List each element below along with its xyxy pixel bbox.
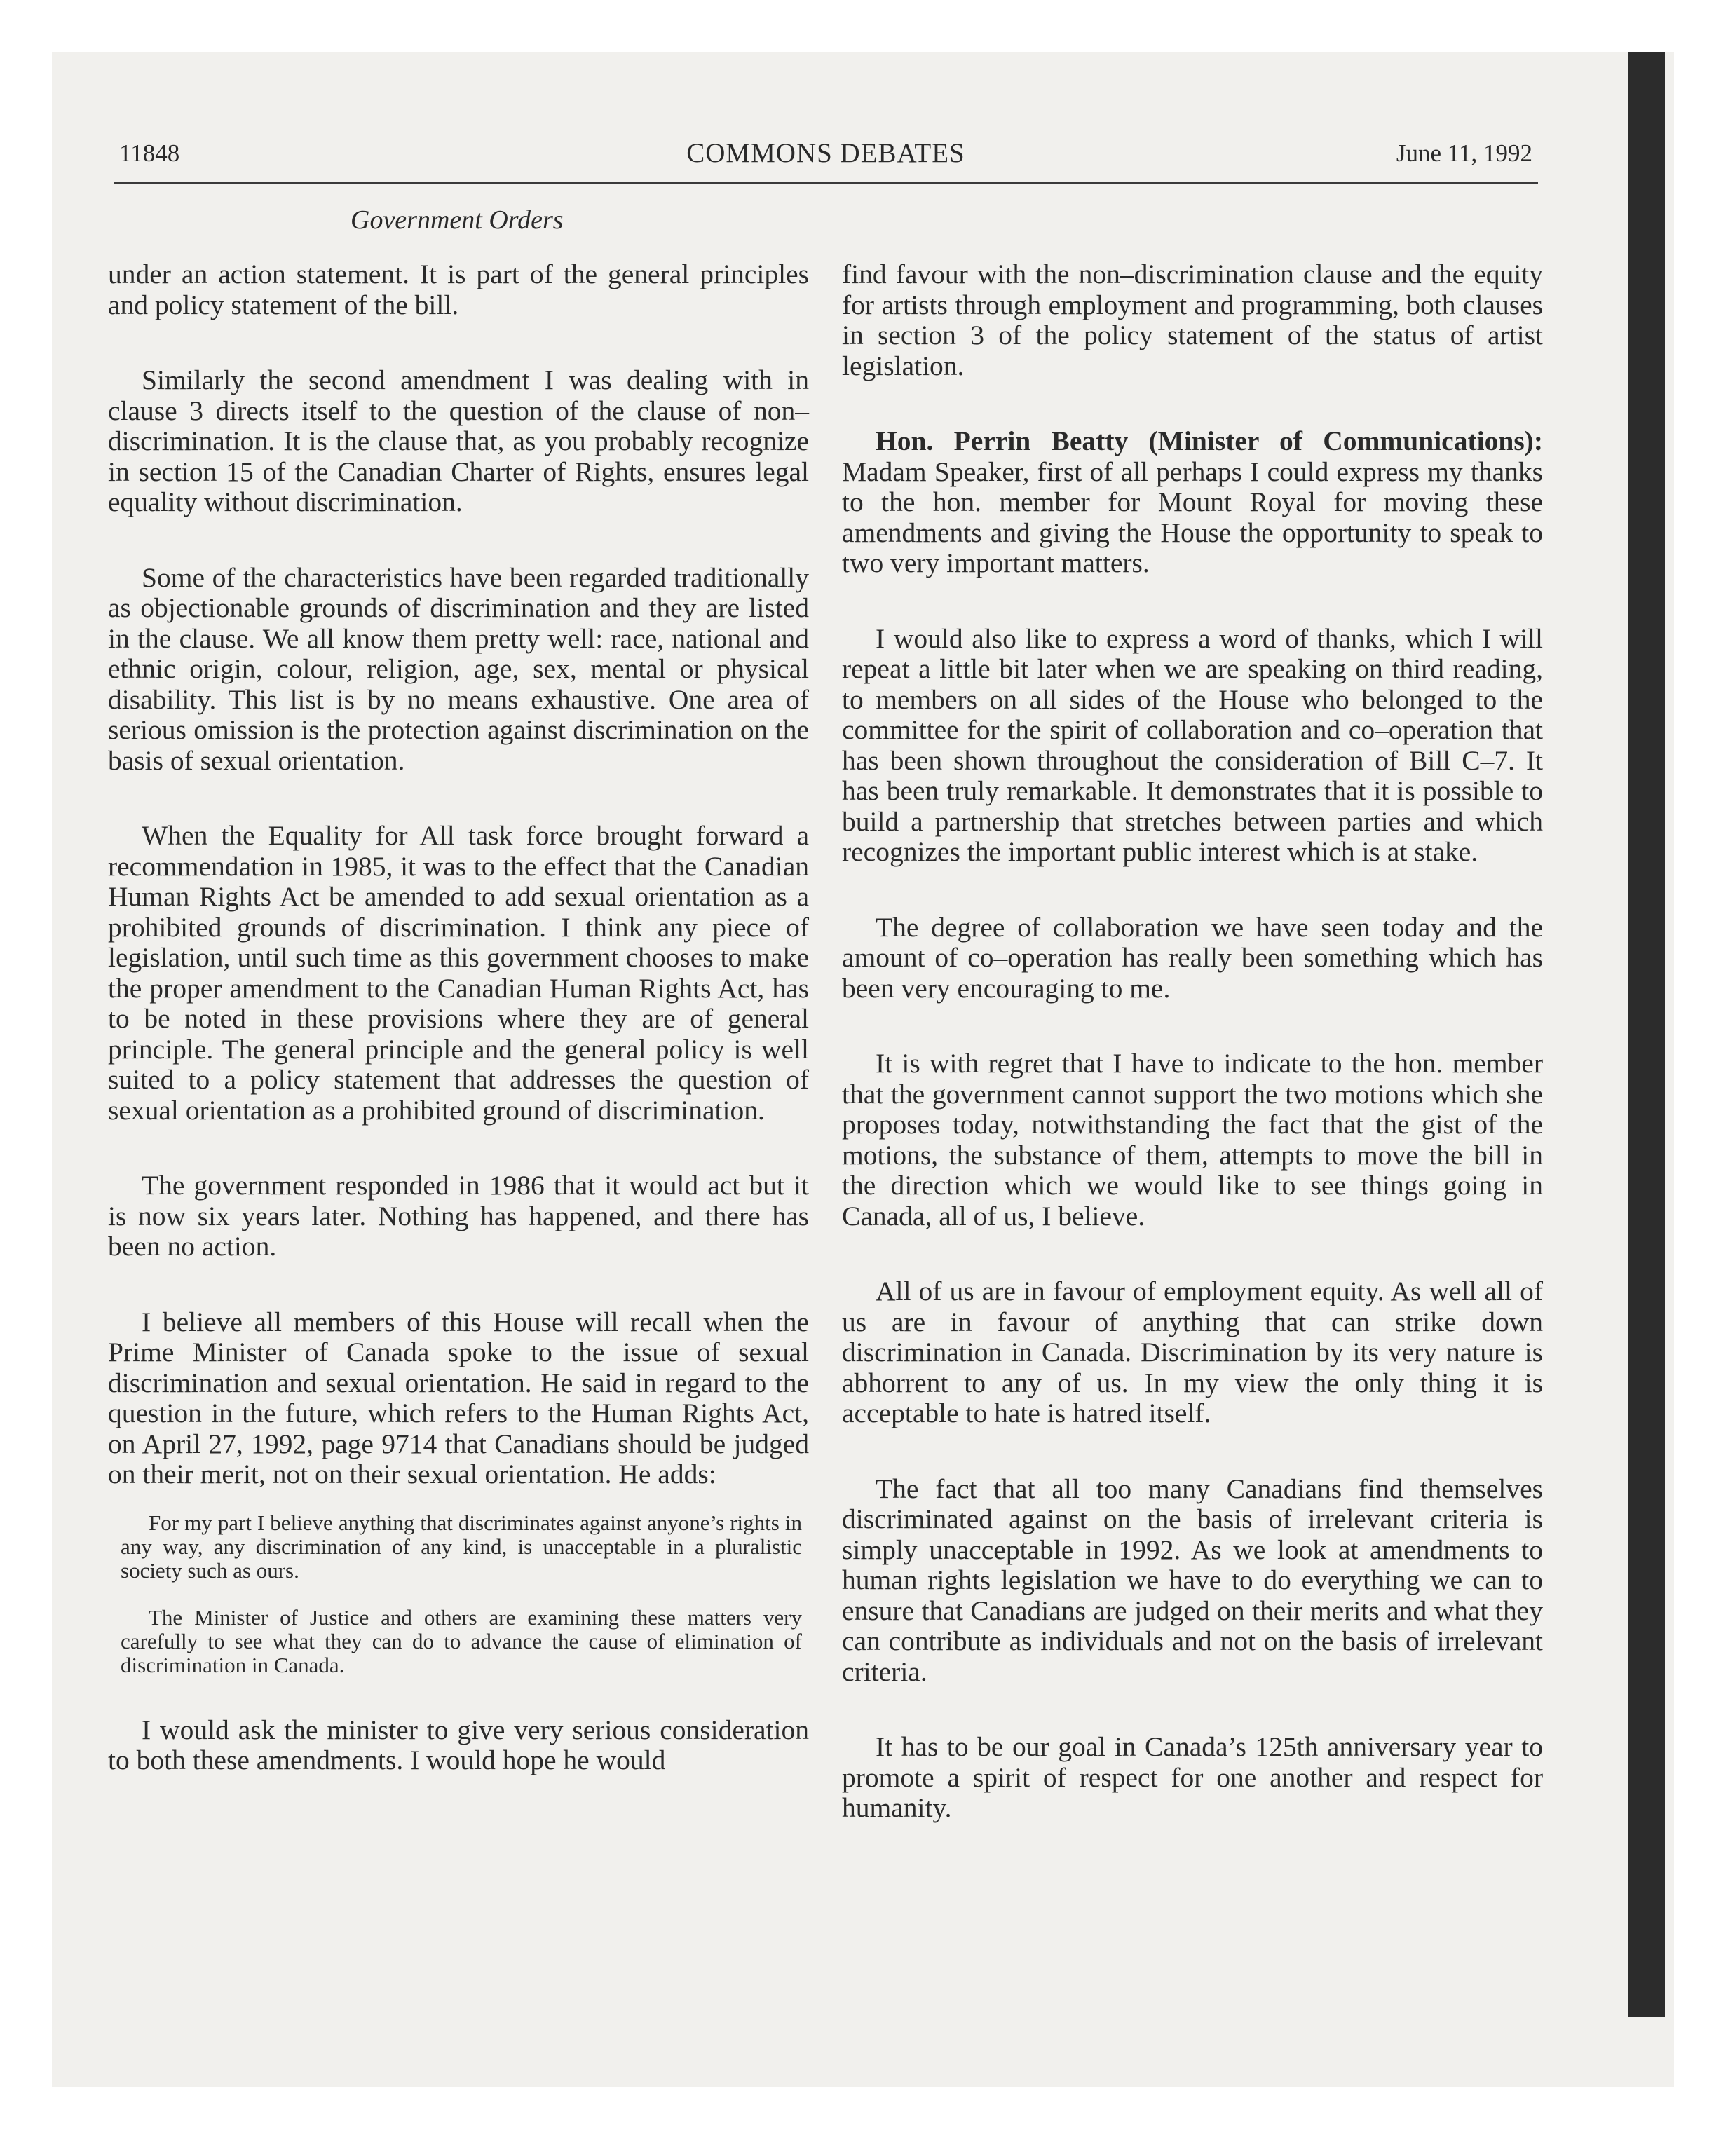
publication-date: June 11, 1992 xyxy=(1396,139,1532,167)
speaker-name: Hon. Perrin Beatty (Minister of Communications): xyxy=(876,425,1543,456)
speaker-remarks: Madam Speaker, first of all perhaps I could express my thanks to the hon. member for Mount Royal for moving these amendments and giving the House the opportunity to speak to two very important matters. xyxy=(842,456,1543,578)
paragraph: Similarly the second amendment I was dealing with in clause 3 directs itself to the question of the clause of non–discrimination. It is the clause that, as you probably recognize in section 15 of the Canadian Charter of Rights, ensures legal equality without discrimination. xyxy=(108,364,809,517)
paragraph: The degree of collaboration we have seen today and the amount of co–operation has really been something which has been very encouraging to me. xyxy=(842,911,1543,1004)
paragraph: It has to be our goal in Canada’s 125th anniversary year to promote a spirit of respect for one another and respect for humanity. xyxy=(842,1731,1543,1823)
section-title: Government Orders xyxy=(351,205,564,235)
paragraph: Some of the characteristics have been regarded traditionally as objectionable grounds of discrimination and they are listed in the clause. We all know them pretty well: race, national and ethnic origin, colour, religion, age, sex, mental or physical disability. This list is by no means exhaustive. One area of serious omission is the protection against discrimination on the basis of sexual orientation. xyxy=(108,561,809,776)
scan-edge-bar xyxy=(1628,52,1665,2017)
page-number: 11848 xyxy=(119,139,180,167)
block-quote: The Minister of Justice and others are examining these matters very carefully to see what they can do to advance the cause of elimination of discrimination in Canada. xyxy=(121,1604,802,1677)
paragraph: under an action statement. It is part of the general principles and policy statement of the bill. xyxy=(108,259,809,320)
speaker-paragraph xyxy=(842,426,1543,579)
page-header xyxy=(114,137,1538,184)
right-column xyxy=(842,259,1543,1869)
paragraph: When the Equality for All task force brought forward a recommendation in 1985, it was to the effect that the Canadian Human Rights Act be amended to add sexual orientation as a prohibited grounds of discrimination. I think any piece of legislation, until such time as this government chooses to make the proper amendment to the Canadian Human Rights Act, has to be noted in these provisions where they are of general principle. The general principle and the general policy is well suited to a policy statement that addresses the question of sexual orientation as a prohibited ground of discrimination. xyxy=(108,820,809,1126)
paragraph: The fact that all too many Canadians find themselves discriminated against on the basis of irrelevant criteria is simply unacceptable in 1992. As we look at amendments to human rights legislation we have to do everything we can to ensure that Canadians are judged on their merits and what they can contribute as individuals and not on the basis of irrelevant criteria. xyxy=(842,1473,1543,1687)
paragraph: I would also like to express a word of thanks, which I will repeat a little bit later when we are speaking on third reading, to members on all sides of the House who belonged to the committee for the spirit of collaboration and co–operation that has been shown throughout the consideration of Bill C–7. It has been truly remarkable. It demonstrates that it is possible to build a partnership that stretches between parties and which recognizes the important public interest which is at stake. xyxy=(842,622,1543,867)
paragraph: All of us are in favour of employment equity. As well all of us are in favour of anything that can strike down discrimination in Canada. Discrimination by its very nature is abhorrent to any of us. In my view the only thing it is acceptable to hate is hatred itself. xyxy=(842,1276,1543,1428)
paragraph: I believe all members of this House will recall when the Prime Minister of Canada spoke to the issue of sexual discrimination and sexual orientation. He said in regard to the question in the future, which refers to the Human Rights Act, on April 27, 1992, page 9714 that Canadians should be judged on their merit, not on their sexual orientation. He adds: xyxy=(108,1306,809,1489)
paragraph: The government responded in 1986 that it would act but it is now six years later. Nothing has happened, and there has been no action. xyxy=(108,1170,809,1262)
paragraph: It is with regret that I have to indicate to the hon. member that the government cannot support the two motions which she proposes today, notwithstanding the fact that the gist of the motions, the substance of them, attempts to move the bill in the direction which we would like to see things going in Canada, all of us, I believe. xyxy=(842,1048,1543,1231)
journal-title: COMMONS DEBATES xyxy=(686,138,965,168)
paragraph: find favour with the non–discrimination clause and the equity for artists through employment and programming, both clauses in section 3 of the policy statement of the status of artist legislation. xyxy=(842,259,1543,381)
block-quote: For my part I believe anything that discriminates against anyone’s rights in any way, any discrimination of any kind, is unacceptable in a pluralistic society such as ours. xyxy=(121,1510,802,1583)
left-column xyxy=(108,259,809,1821)
paragraph: I would ask the minister to give very serious consideration to both these amendments. I would hope he would xyxy=(108,1714,809,1775)
